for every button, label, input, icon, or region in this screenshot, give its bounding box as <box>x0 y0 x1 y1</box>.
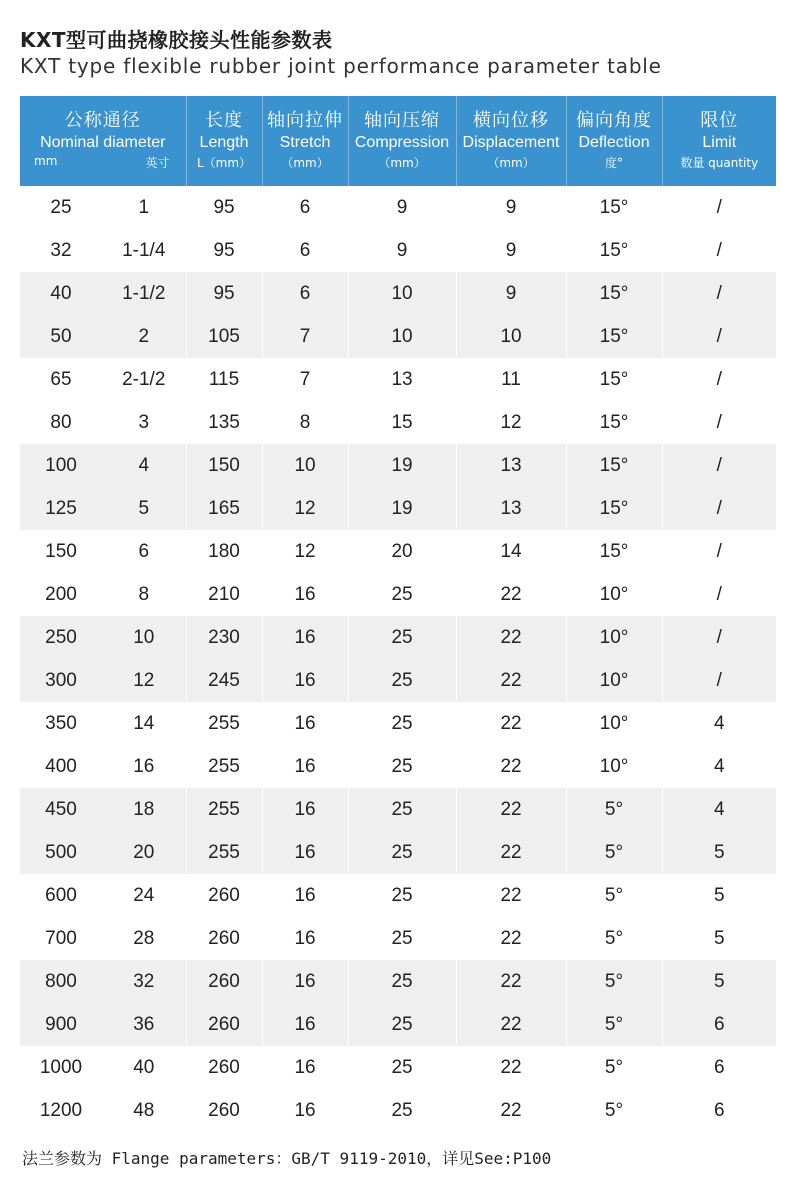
cell-stretch: 7 <box>262 358 348 401</box>
cell-compression: 10 <box>348 315 456 358</box>
header-stretch-unit: （mm） <box>281 156 329 170</box>
cell-deflection: 10° <box>566 659 662 702</box>
cell-deflection: 15° <box>566 444 662 487</box>
cell-mm: 350 <box>45 712 77 734</box>
cell-stretch: 16 <box>262 960 348 1003</box>
cell-stretch: 16 <box>262 917 348 960</box>
cell-inch: 20 <box>102 831 186 874</box>
cell-compression: 25 <box>348 1003 456 1046</box>
header-nominal-en: Nominal diameter <box>40 134 166 151</box>
cell-length: 95 <box>186 229 262 272</box>
cell-deflection: 10° <box>566 702 662 745</box>
cell-compression: 25 <box>348 745 456 788</box>
parameter-table-container <box>20 96 776 1132</box>
table-row <box>20 315 776 358</box>
header-deflection-cn: 偏向角度 <box>576 110 653 131</box>
header-displacement-cn: 横向位移 <box>473 110 550 131</box>
cell-stretch: 8 <box>262 401 348 444</box>
cell-compression: 19 <box>348 444 456 487</box>
cell-limit: / <box>662 616 776 659</box>
cell-limit: / <box>716 583 722 605</box>
cell-compression: 25 <box>348 616 456 659</box>
cell-displacement: 10 <box>456 315 566 358</box>
cell-displacement: 22 <box>456 788 566 831</box>
header-deflection-en: Deflection <box>578 134 650 151</box>
cell-displacement: 22 <box>456 917 566 960</box>
cell-length: 95 <box>186 186 262 229</box>
cell-stretch: 16 <box>262 1046 348 1089</box>
cell-limit: 5 <box>662 960 776 1003</box>
cell-mm: 150 <box>45 540 77 562</box>
cell-stretch: 10 <box>262 444 348 487</box>
cell-compression: 25 <box>348 702 456 745</box>
table-header-row <box>20 96 776 186</box>
cell-stretch: 16 <box>262 874 348 917</box>
cell-deflection: 15° <box>566 229 662 272</box>
cell-mm: 800 <box>20 960 102 1003</box>
cell-length: 255 <box>186 788 262 831</box>
cell-length: 210 <box>186 573 262 616</box>
parameter-table <box>20 96 776 1132</box>
header-deflection-unit: 度° <box>605 156 624 170</box>
cell-displacement: 9 <box>456 272 566 315</box>
cell-mm: 900 <box>20 1003 102 1046</box>
cell-displacement: 9 <box>456 229 566 272</box>
cell-stretch: 12 <box>262 487 348 530</box>
cell-inch: 8 <box>102 573 186 616</box>
table-row <box>20 401 776 444</box>
header-displacement <box>456 96 566 186</box>
cell-limit: 5 <box>713 884 725 906</box>
cell-compression: 25 <box>348 960 456 1003</box>
cell-displacement: 22 <box>456 1046 566 1089</box>
cell-mm: 500 <box>20 831 102 874</box>
cell-displacement: 14 <box>456 530 566 573</box>
cell-displacement: 22 <box>456 573 566 616</box>
cell-stretch: 16 <box>262 745 348 788</box>
cell-inch: 16 <box>102 745 186 788</box>
cell-limit: 6 <box>713 1099 725 1121</box>
cell-limit: 6 <box>662 1003 776 1046</box>
cell-deflection: 15° <box>566 358 662 401</box>
header-compression <box>348 96 456 186</box>
header-limit-cn: 限位 <box>700 110 739 131</box>
cell-deflection: 15° <box>566 272 662 315</box>
cell-length: 245 <box>186 659 262 702</box>
cell-compression: 25 <box>348 874 456 917</box>
cell-mm: 1000 <box>39 1056 83 1078</box>
cell-inch: 1 <box>102 186 186 229</box>
cell-displacement: 22 <box>456 960 566 1003</box>
cell-mm: 600 <box>45 884 77 906</box>
cell-displacement: 22 <box>456 831 566 874</box>
cell-length: 135 <box>186 401 262 444</box>
cell-deflection: 15° <box>566 530 662 573</box>
cell-stretch: 16 <box>262 659 348 702</box>
cell-inch: 3 <box>102 401 186 444</box>
table-row <box>20 487 776 530</box>
cell-stretch: 16 <box>262 702 348 745</box>
table-row <box>20 573 776 616</box>
table-row <box>20 1089 776 1132</box>
table-row <box>20 272 776 315</box>
cell-inch: 32 <box>102 960 186 1003</box>
cell-inch: 28 <box>102 917 186 960</box>
cell-deflection: 10° <box>566 616 662 659</box>
cell-inch: 12 <box>102 659 186 702</box>
cell-limit: / <box>662 315 776 358</box>
header-stretch <box>262 96 348 186</box>
table-row <box>20 444 776 487</box>
cell-stretch: 16 <box>262 1089 348 1132</box>
cell-length: 260 <box>186 960 262 1003</box>
header-compression-en: Compression <box>354 134 450 151</box>
cell-displacement: 13 <box>456 444 566 487</box>
cell-compression: 9 <box>348 229 456 272</box>
cell-displacement: 22 <box>456 1089 566 1132</box>
cell-deflection: 5° <box>566 1003 662 1046</box>
table-row <box>20 702 776 745</box>
cell-deflection: 15° <box>566 186 662 229</box>
cell-limit: / <box>716 368 722 390</box>
cell-deflection: 5° <box>566 788 662 831</box>
cell-length: 260 <box>186 1046 262 1089</box>
page-subtitle: KXT type flexible rubber joint performance parameter table <box>20 54 662 78</box>
cell-stretch: 16 <box>262 831 348 874</box>
header-unit-inch: 英寸 <box>145 156 170 170</box>
cell-compression: 25 <box>348 788 456 831</box>
table-row <box>20 960 776 1003</box>
table-row <box>20 874 776 917</box>
header-nominal-cn: 公称通径 <box>64 110 141 131</box>
cell-mm: 65 <box>50 368 72 390</box>
cell-displacement: 22 <box>456 616 566 659</box>
table-row <box>20 530 776 573</box>
table-row <box>20 358 776 401</box>
cell-deflection: 10° <box>566 573 662 616</box>
cell-inch: 10 <box>102 616 186 659</box>
cell-mm: 450 <box>20 788 102 831</box>
cell-compression: 25 <box>348 573 456 616</box>
cell-stretch: 16 <box>262 616 348 659</box>
cell-length: 260 <box>186 1003 262 1046</box>
header-stretch-cn: 轴向拉伸 <box>267 110 344 131</box>
cell-compression: 25 <box>348 917 456 960</box>
cell-length: 255 <box>186 702 262 745</box>
cell-compression: 19 <box>348 487 456 530</box>
cell-deflection: 5° <box>566 960 662 1003</box>
cell-compression: 15 <box>348 401 456 444</box>
cell-deflection: 10° <box>566 745 662 788</box>
header-limit-en: Limit <box>702 134 737 151</box>
footer-note: 法兰参数为 Flange parameters：GB/T 9119-2010，详见See:P100 <box>22 1149 552 1168</box>
header-length-en: Length <box>199 134 249 151</box>
cell-compression: 9 <box>348 186 456 229</box>
cell-compression: 20 <box>348 530 456 573</box>
cell-stretch: 6 <box>262 186 348 229</box>
table-row <box>20 917 776 960</box>
header-deflection <box>566 96 662 186</box>
cell-mm: 80 <box>50 411 72 433</box>
cell-length: 180 <box>186 530 262 573</box>
cell-limit: 4 <box>713 712 725 734</box>
cell-limit: / <box>716 540 722 562</box>
header-limit-unit: 数量 quantity <box>680 156 759 170</box>
header-compression-unit: （mm） <box>378 156 426 170</box>
cell-deflection: 5° <box>566 874 662 917</box>
cell-deflection: 15° <box>566 487 662 530</box>
cell-displacement: 11 <box>456 358 566 401</box>
header-length-unit: L（mm） <box>196 156 252 170</box>
header-unit-mm: mm <box>34 154 58 168</box>
cell-compression: 25 <box>348 659 456 702</box>
cell-inch: 14 <box>102 702 186 745</box>
cell-mm: 50 <box>20 315 102 358</box>
cell-displacement: 22 <box>456 659 566 702</box>
cell-compression: 25 <box>348 1089 456 1132</box>
table-row <box>20 1046 776 1089</box>
cell-inch: 2-1/2 <box>102 358 186 401</box>
cell-compression: 25 <box>348 1046 456 1089</box>
table-row <box>20 659 776 702</box>
cell-length: 165 <box>186 487 262 530</box>
header-displacement-en: Displacement <box>462 134 560 151</box>
table-row <box>20 186 776 229</box>
cell-mm: 400 <box>45 755 77 777</box>
table-row <box>20 1003 776 1046</box>
cell-stretch: 12 <box>262 530 348 573</box>
cell-deflection: 15° <box>566 401 662 444</box>
cell-mm: 25 <box>50 196 72 218</box>
cell-length: 255 <box>186 831 262 874</box>
page-title: KXT型可曲挠橡胶接头性能参数表 <box>20 28 333 52</box>
cell-displacement: 13 <box>456 487 566 530</box>
header-nominal-units <box>20 154 186 171</box>
cell-limit: / <box>662 444 776 487</box>
cell-mm: 250 <box>20 616 102 659</box>
cell-stretch: 7 <box>262 315 348 358</box>
cell-displacement: 22 <box>456 745 566 788</box>
cell-limit: 4 <box>662 788 776 831</box>
cell-displacement: 22 <box>456 874 566 917</box>
cell-compression: 10 <box>348 272 456 315</box>
cell-limit: 5 <box>662 831 776 874</box>
cell-length: 260 <box>186 917 262 960</box>
cell-inch: 24 <box>102 874 186 917</box>
cell-mm: 1200 <box>39 1099 83 1121</box>
cell-mm: 40 <box>20 272 102 315</box>
cell-limit: / <box>662 659 776 702</box>
cell-mm: 200 <box>45 583 77 605</box>
cell-length: 230 <box>186 616 262 659</box>
cell-displacement: 9 <box>456 186 566 229</box>
cell-displacement: 12 <box>456 401 566 444</box>
cell-limit: / <box>716 196 722 218</box>
cell-limit: 5 <box>713 927 725 949</box>
cell-mm: 125 <box>20 487 102 530</box>
header-limit <box>662 96 776 186</box>
cell-limit: 4 <box>713 755 725 777</box>
cell-compression: 13 <box>348 358 456 401</box>
cell-length: 115 <box>186 358 262 401</box>
table-row <box>20 745 776 788</box>
cell-limit: / <box>716 411 722 433</box>
cell-length: 95 <box>186 272 262 315</box>
cell-inch: 1-1/4 <box>102 229 186 272</box>
cell-inch: 5 <box>102 487 186 530</box>
cell-deflection: 5° <box>566 1089 662 1132</box>
cell-deflection: 15° <box>566 315 662 358</box>
cell-mm: 300 <box>20 659 102 702</box>
cell-displacement: 22 <box>456 1003 566 1046</box>
cell-mm: 100 <box>20 444 102 487</box>
cell-inch: 18 <box>102 788 186 831</box>
cell-inch: 1-1/2 <box>102 272 186 315</box>
cell-stretch: 16 <box>262 788 348 831</box>
header-compression-cn: 轴向压缩 <box>364 110 441 131</box>
cell-deflection: 5° <box>566 831 662 874</box>
cell-inch: 48 <box>102 1089 186 1132</box>
cell-mm: 32 <box>50 239 72 261</box>
cell-stretch: 16 <box>262 1003 348 1046</box>
header-length <box>186 96 262 186</box>
header-length-cn: 长度 <box>205 110 244 131</box>
header-stretch-en: Stretch <box>279 134 331 151</box>
cell-mm: 700 <box>45 927 77 949</box>
cell-deflection: 5° <box>566 917 662 960</box>
cell-inch: 2 <box>102 315 186 358</box>
cell-stretch: 6 <box>262 229 348 272</box>
cell-inch: 36 <box>102 1003 186 1046</box>
cell-length: 260 <box>186 874 262 917</box>
table-row <box>20 616 776 659</box>
cell-stretch: 6 <box>262 272 348 315</box>
cell-inch: 6 <box>102 530 186 573</box>
table-body <box>20 186 776 1132</box>
cell-stretch: 16 <box>262 573 348 616</box>
cell-limit: / <box>716 239 722 261</box>
cell-inch: 40 <box>102 1046 186 1089</box>
cell-length: 260 <box>186 1089 262 1132</box>
table-row <box>20 788 776 831</box>
cell-limit: 6 <box>713 1056 725 1078</box>
cell-compression: 25 <box>348 831 456 874</box>
cell-length: 150 <box>186 444 262 487</box>
header-nominal-diameter <box>20 96 186 186</box>
cell-limit: / <box>662 487 776 530</box>
table-row <box>20 831 776 874</box>
cell-limit: / <box>662 272 776 315</box>
header-displacement-unit: （mm） <box>487 156 535 170</box>
cell-deflection: 5° <box>566 1046 662 1089</box>
cell-length: 105 <box>186 315 262 358</box>
table-row <box>20 229 776 272</box>
cell-displacement: 22 <box>456 702 566 745</box>
cell-length: 255 <box>186 745 262 788</box>
cell-inch: 4 <box>102 444 186 487</box>
